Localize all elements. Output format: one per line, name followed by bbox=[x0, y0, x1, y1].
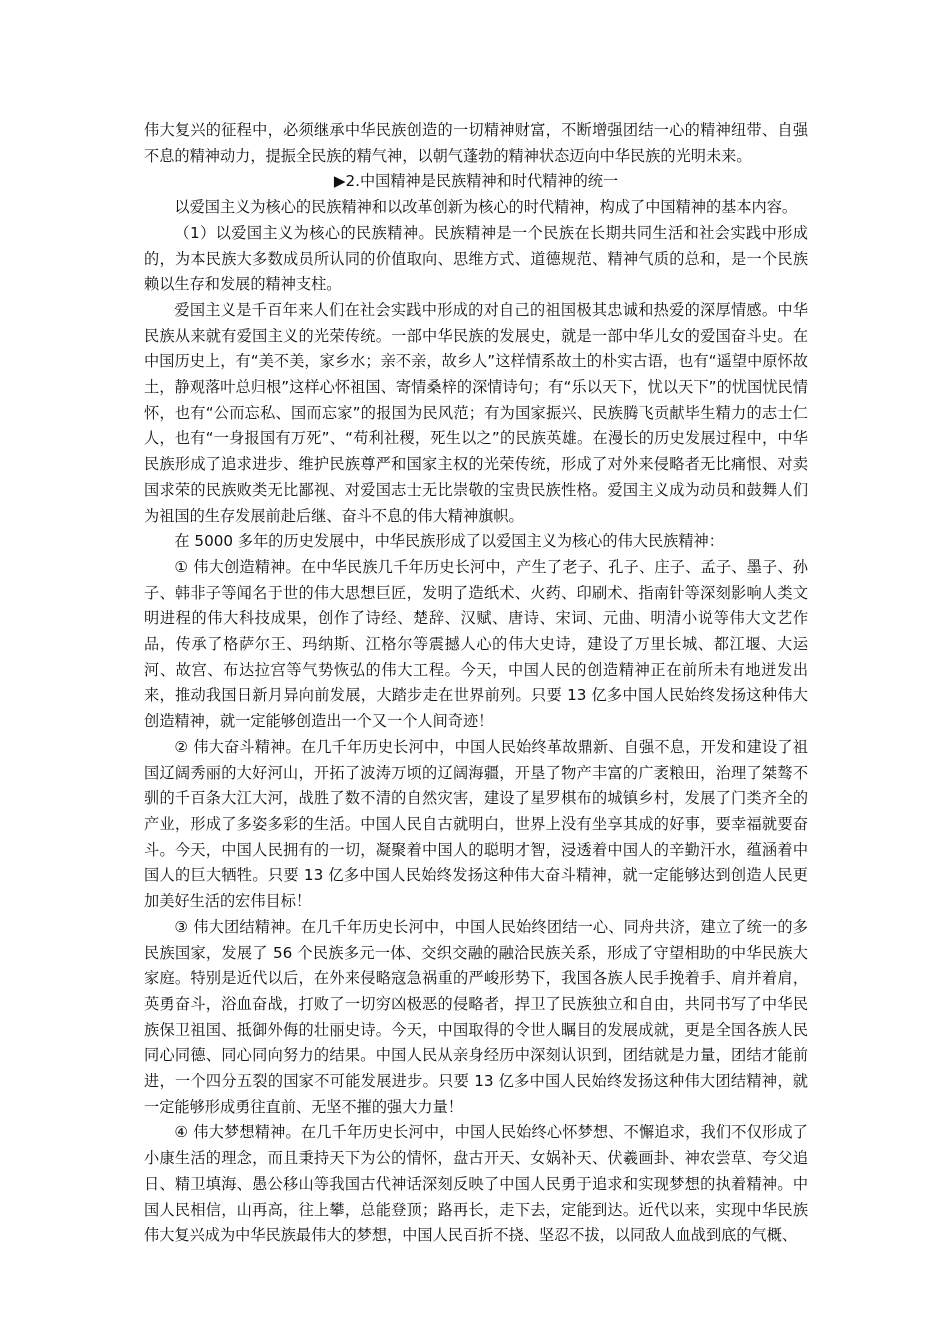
paragraph-continuation: 伟大复兴的征程中，必须继承中华民族创造的一切精神财富，不断增强团结一心的精神纽带、自强不息的精神动力，提振全民族的精气神，以朝气蓬勃的精神状态迈向中华民族的光明未来。 bbox=[144, 121, 808, 165]
section-heading: ▶2.中国精神是民族精神和时代精神的统一 bbox=[333, 172, 619, 191]
paragraph-creative-spirit: ① 伟大创造精神。在中华民族几千年历史长河中，产生了老子、孔子、庄子、孟子、墨子、孙子、韩非子等闻名于世的伟大思想巨匠，发明了造纸术、火药、印刷术、指南针等深刻影响人类文明进程的伟大科技成果，创作了诗经、楚辞、汉赋、唐诗、宋词、元曲、明清小说等伟大文艺作品，传承了格萨尔王、玛纳斯、江格尔等震撼人心的伟大史诗，建设了万里长城、都江堰、大运河、故宫、布达拉宫等气势恢弘的伟大工程。今天，中国人民的创造精神正在前所未有地迸发出来，推动我国日新月异向前发展，大踏步走在世界前列。只要 13 亿多中国人民始终发扬这种伟大创造精神，就一定能够创造出一个又一个人间奇迹！ bbox=[144, 557, 808, 731]
paragraph-intro: 以爱国主义为核心的民族精神和以改革创新为核心的时代精神，构成了中国精神的基本内容。 bbox=[174, 198, 798, 217]
paragraph-5000-years: 在 5000 多年的历史发展中，中华民族形成了以爱国主义为核心的伟大民族精神： bbox=[174, 532, 724, 551]
document-body bbox=[144, 118, 808, 1249]
paragraph-national-spirit: （1）以爱国主义为核心的民族精神。民族精神是一个民族在长期共同生活和社会实践中形成的，为本民族大多数成员所认同的价值取向、思维方式、道德规范、精神气质的总和，是一个民族赖以生存和发展的精神支柱。 bbox=[144, 223, 808, 294]
paragraph-dream-spirit: ④ 伟大梦想精神。在几千年历史长河中，中国人民始终心怀梦想、不懈追求，我们不仅形成了小康生活的理念，而且秉持天下为公的情怀，盘古开天、女娲补天、伏羲画卦、神农尝草、夸父追日、精卫填海、愚公移山等我国古代神话深刻反映了中国人民勇于追求和实现梦想的执着精神。中国人民相信，山再高，往上攀，总能登顶；路再长，走下去，定能到达。近代以来，实现中华民族伟大复兴成为中华民族最伟大的梦想，中国人民百折不挠、坚忍不拔，以同敌人血战到底的气概、 bbox=[144, 1123, 808, 1245]
paragraph-patriotism: 爱国主义是千百年来人们在社会实践中形成的对自己的祖国极其忠诚和热爱的深厚情感。中华民族从来就有爱国主义的光荣传统。一部中华民族的发展史，就是一部中华儿女的爱国奋斗史。在中国历史上，有“美不美，家乡水；亲不亲，故乡人”这样情系故土的朴实古语，也有“遥望中原怀故土，静观落叶总归根”这样心怀祖国、寄情桑梓的深情诗句；有“乐以天下，忧以天下”的忧国忧民情怀，也有“公而忘私、国而忘家”的报国为民风范；有为国家振兴、民族腾飞贡献毕生精力的志士仁人，也有“一身报国有万死”、“苟利社稷，死生以之”的民族英雄。在漫长的历史发展过程中，中华民族形成了追求进步、维护民族尊严和国家主权的光荣传统，形成了对外来侵略者无比痛恨、对卖国求荣的民族败类无比鄙视、对爱国志士无比崇敬的宝贵民族性格。爱国主义成为动员和鼓舞人们为祖国的生存发展前赴后继、奋斗不息的伟大精神旗帜。 bbox=[144, 300, 808, 525]
paragraph-striving-spirit: ② 伟大奋斗精神。在几千年历史长河中，中国人民始终革故鼎新、自强不息，开发和建设了祖国辽阔秀丽的大好河山，开拓了波涛万顷的辽阔海疆，开垦了物产丰富的广袤粮田，治理了桀骜不驯的千百条大江大河，战胜了数不清的自然灾害，建设了星罗棋布的城镇乡村，发展了门类齐全的产业，形成了多姿多彩的生活。中国人民自古就明白，世界上没有坐享其成的好事，要幸福就要奋斗。今天，中国人民拥有的一切，凝聚着中国人的聪明才智，浸透着中国人的辛勤汗水，蕴涵着中国人的巨大牺牲。只要 13 亿多中国人民始终发扬这种伟大奋斗精神，就一定能够达到创造人民更加美好生活的宏伟目标！ bbox=[144, 737, 808, 911]
paragraph-unity-spirit: ③ 伟大团结精神。在几千年历史长河中，中国人民始终团结一心、同舟共济，建立了统一的多民族国家，发展了 56 个民族多元一体、交织交融的融洽民族关系，形成了守望相助的中华民族大家庭。特别是近代以后，在外来侵略寇急祸重的严峻形势下，我国各族人民手挽着手、肩并着肩，英勇奋斗，浴血奋战，打败了一切穷凶极恶的侵略者，捍卫了民族独立和自由，共同书写了中华民族保卫祖国、抵御外侮的壮丽史诗。今天，中国取得的令世人瞩目的发展成就，更是全国各族人民同心同德、同心同向努力的结果。中国人民从亲身经历中深刻认识到，团结就是力量，团结才能前进，一个四分五裂的国家不可能发展进步。只要 13 亿多中国人民始终发扬这种伟大团结精神，就一定能够形成勇往直前、无坚不摧的强大力量！ bbox=[144, 917, 808, 1116]
